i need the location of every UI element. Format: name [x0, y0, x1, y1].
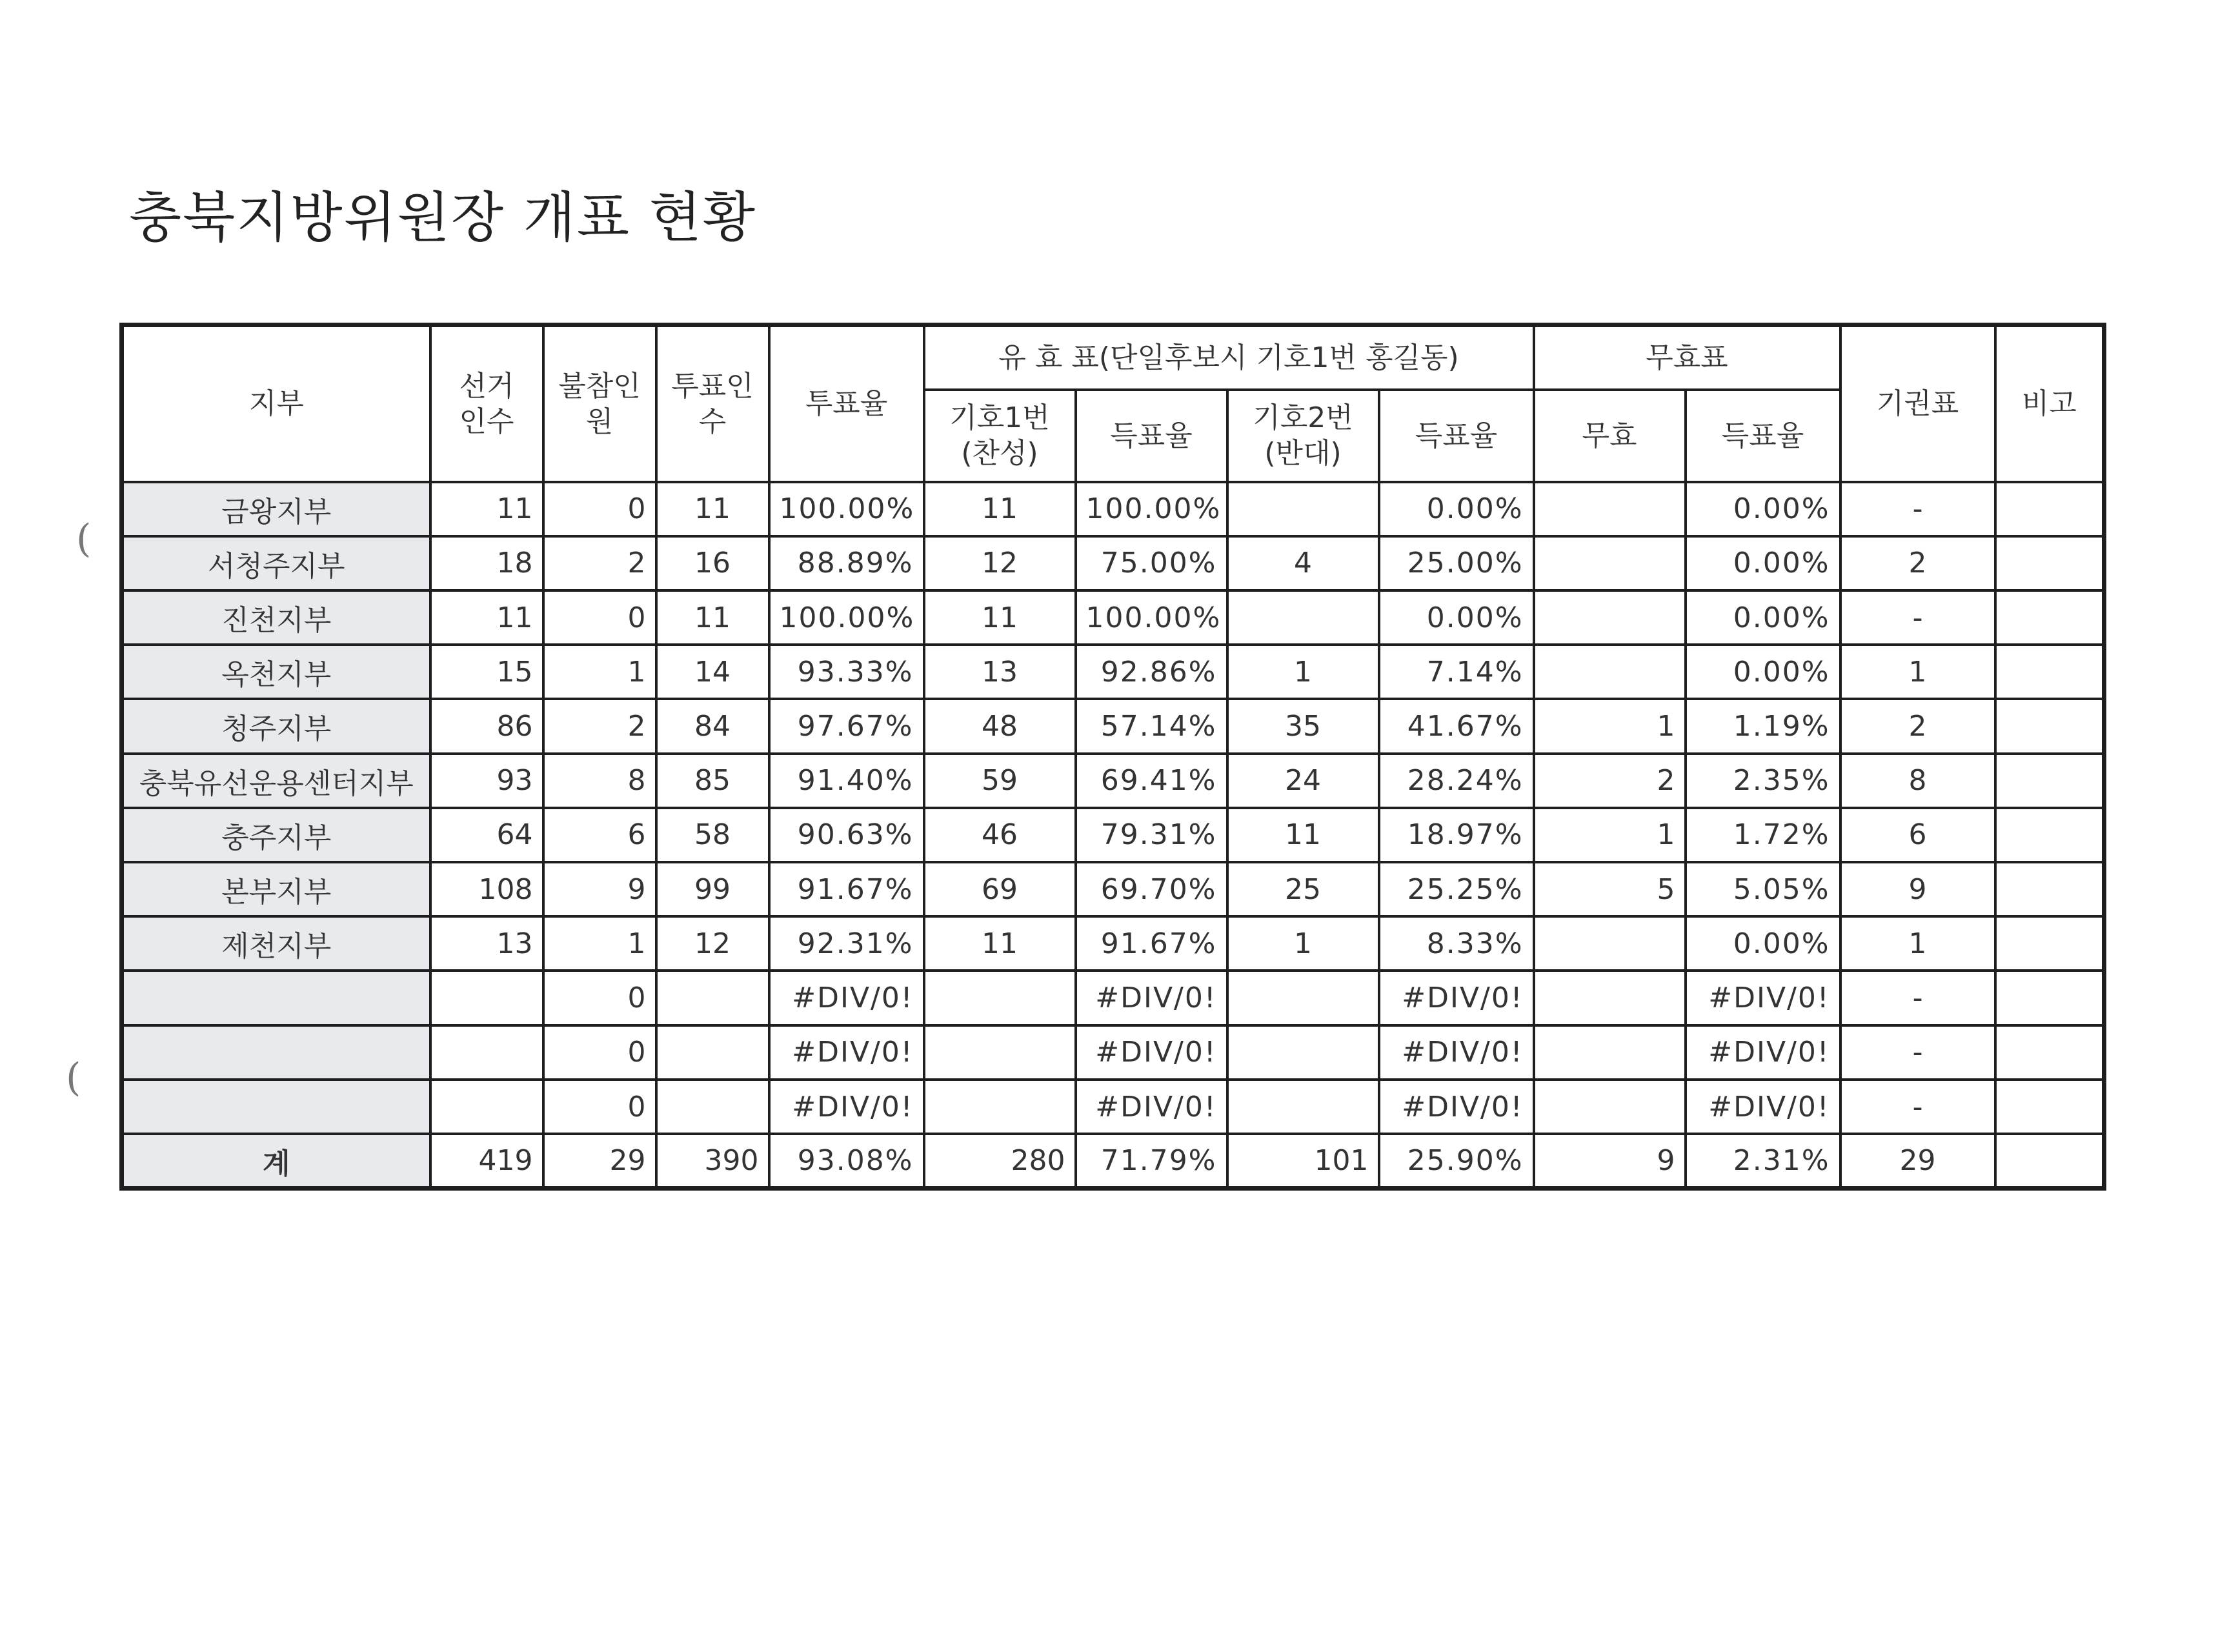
- cell-invalid: [1534, 971, 1686, 1025]
- cell-remarks: [1995, 1080, 2104, 1134]
- cell-absent: 0: [543, 971, 656, 1025]
- cell-invalid: 1: [1534, 808, 1686, 862]
- cell-cand1-rate: 100.00%: [1076, 590, 1227, 645]
- cell-branch: 옥천지부: [122, 645, 430, 699]
- cell-invalid: [1534, 916, 1686, 971]
- cell-abstain: -: [1840, 1025, 1995, 1080]
- cell-voters: 11: [656, 482, 769, 536]
- table-row: [122, 971, 2104, 1025]
- cell-abstain: 8: [1840, 754, 1995, 808]
- cell-invalid-rate: 2.35%: [1686, 754, 1840, 808]
- cell-abstain: 6: [1840, 808, 1995, 862]
- cell-invalid-rate: 0.00%: [1686, 916, 1840, 971]
- cell-abstain: -: [1840, 482, 1995, 536]
- total-cell-cand1: 280: [924, 1134, 1076, 1188]
- cell-voters: 58: [656, 808, 769, 862]
- cell-cand2: 1: [1227, 916, 1379, 971]
- cell-remarks: [1995, 808, 2104, 862]
- cell-turnout: 88.89%: [769, 536, 924, 590]
- cell-invalid: [1534, 536, 1686, 590]
- cell-remarks: [1995, 536, 2104, 590]
- cell-cand1-rate: 69.70%: [1076, 862, 1227, 916]
- cell-electorate: 13: [430, 916, 543, 971]
- cell-cand2: 24: [1227, 754, 1379, 808]
- header-voters: 투표인 수: [656, 325, 769, 482]
- cell-voters: 14: [656, 645, 769, 699]
- cell-cand1-rate: 92.86%: [1076, 645, 1227, 699]
- cell-cand2-rate: 25.25%: [1379, 862, 1534, 916]
- table-row: [122, 590, 2104, 645]
- cell-remarks: [1995, 971, 2104, 1025]
- cell-remarks: [1995, 862, 2104, 916]
- cell-remarks: [1995, 916, 2104, 971]
- cell-branch: [122, 1080, 430, 1134]
- cell-remarks: [1995, 1025, 2104, 1080]
- cell-cand2-rate: #DIV/0!: [1379, 1025, 1534, 1080]
- cell-turnout: 100.00%: [769, 482, 924, 536]
- cell-branch: 금왕지부: [122, 482, 430, 536]
- cell-turnout: #DIV/0!: [769, 1025, 924, 1080]
- cell-absent: 2: [543, 536, 656, 590]
- table-row: [122, 1080, 2104, 1134]
- header-cand2-rate: 득표율: [1379, 390, 1534, 482]
- cell-cand1-rate: 57.14%: [1076, 699, 1227, 753]
- cell-abstain: 9: [1840, 862, 1995, 916]
- header-invalid-rate: 득표율: [1686, 390, 1840, 482]
- table-row: [122, 645, 2104, 699]
- cell-voters: [656, 1025, 769, 1080]
- cell-electorate: 15: [430, 645, 543, 699]
- cell-cand2-rate: 0.00%: [1379, 590, 1534, 645]
- header-cand2: 기호2번 (반대): [1227, 390, 1379, 482]
- cell-cand2: [1227, 482, 1379, 536]
- cell-cand1: 11: [924, 482, 1076, 536]
- cell-abstain: 1: [1840, 916, 1995, 971]
- cell-voters: 12: [656, 916, 769, 971]
- cell-cand1: 46: [924, 808, 1076, 862]
- cell-cand2: 25: [1227, 862, 1379, 916]
- cell-absent: 0: [543, 590, 656, 645]
- cell-cand1-rate: 79.31%: [1076, 808, 1227, 862]
- total-cell-cand1-rate: 71.79%: [1076, 1134, 1227, 1188]
- cell-voters: 11: [656, 590, 769, 645]
- cell-absent: 8: [543, 754, 656, 808]
- cell-absent: 9: [543, 862, 656, 916]
- cell-branch: 제천지부: [122, 916, 430, 971]
- cell-absent: 0: [543, 1080, 656, 1134]
- table-row: [122, 482, 2104, 536]
- cell-invalid: 5: [1534, 862, 1686, 916]
- cell-cand1-rate: #DIV/0!: [1076, 971, 1227, 1025]
- cell-abstain: 2: [1840, 699, 1995, 753]
- cell-remarks: [1995, 699, 2104, 753]
- cell-invalid: [1534, 482, 1686, 536]
- cell-cand2: [1227, 1080, 1379, 1134]
- total-cell-turnout: 93.08%: [769, 1134, 924, 1188]
- cell-branch: [122, 971, 430, 1025]
- cell-absent: 1: [543, 916, 656, 971]
- cell-absent: 0: [543, 1025, 656, 1080]
- total-cell-cand2-rate: 25.90%: [1379, 1134, 1534, 1188]
- cell-electorate: [430, 971, 543, 1025]
- cell-cand2-rate: 28.24%: [1379, 754, 1534, 808]
- cell-cand2-rate: 41.67%: [1379, 699, 1534, 753]
- total-cell-voters: 390: [656, 1134, 769, 1188]
- header-invalid-group: 무효표: [1534, 325, 1840, 390]
- table-row: [122, 862, 2104, 916]
- cell-voters: 99: [656, 862, 769, 916]
- table-row: [122, 916, 2104, 971]
- total-cell-electorate: 419: [430, 1134, 543, 1188]
- cell-electorate: 64: [430, 808, 543, 862]
- cell-voters: 85: [656, 754, 769, 808]
- cell-cand1-rate: #DIV/0!: [1076, 1080, 1227, 1134]
- cell-cand1: [924, 1025, 1076, 1080]
- cell-cand1-rate: 69.41%: [1076, 754, 1227, 808]
- cell-electorate: 93: [430, 754, 543, 808]
- cell-cand2-rate: 0.00%: [1379, 482, 1534, 536]
- cell-branch: 본부지부: [122, 862, 430, 916]
- cell-cand1-rate: #DIV/0!: [1076, 1025, 1227, 1080]
- cell-remarks: [1995, 482, 2104, 536]
- cell-absent: 1: [543, 645, 656, 699]
- cell-abstain: 2: [1840, 536, 1995, 590]
- cell-abstain: 1: [1840, 645, 1995, 699]
- header-branch: 지부: [122, 325, 430, 482]
- header-abstain: 기권표: [1840, 325, 1995, 482]
- cell-cand1-rate: 100.00%: [1076, 482, 1227, 536]
- cell-branch: 충주지부: [122, 808, 430, 862]
- cell-absent: 0: [543, 482, 656, 536]
- cell-electorate: 18: [430, 536, 543, 590]
- cell-electorate: 86: [430, 699, 543, 753]
- cell-cand1: 69: [924, 862, 1076, 916]
- total-cell-abstain: 29: [1840, 1134, 1995, 1188]
- cell-cand1-rate: 91.67%: [1076, 916, 1227, 971]
- cell-cand1: 11: [924, 916, 1076, 971]
- cell-cand2: [1227, 971, 1379, 1025]
- table-row: [122, 536, 2104, 590]
- cell-remarks: [1995, 754, 2104, 808]
- cell-voters: 16: [656, 536, 769, 590]
- cell-invalid-rate: #DIV/0!: [1686, 1025, 1840, 1080]
- table-row: [122, 1025, 2104, 1080]
- cell-voters: [656, 971, 769, 1025]
- cell-turnout: #DIV/0!: [769, 1080, 924, 1134]
- cell-invalid: [1534, 590, 1686, 645]
- cell-turnout: 90.63%: [769, 808, 924, 862]
- total-cell-invalid: 9: [1534, 1134, 1686, 1188]
- table-row: [122, 808, 2104, 862]
- cell-turnout: 92.31%: [769, 916, 924, 971]
- cell-cand2: 35: [1227, 699, 1379, 753]
- cell-invalid: [1534, 1080, 1686, 1134]
- cell-invalid: [1534, 645, 1686, 699]
- table-body: [122, 482, 2104, 1189]
- cell-cand1: 59: [924, 754, 1076, 808]
- cell-cand1: 48: [924, 699, 1076, 753]
- cell-branch: 서청주지부: [122, 536, 430, 590]
- cell-electorate: 108: [430, 862, 543, 916]
- cell-cand1: [924, 1080, 1076, 1134]
- total-cell-absent: 29: [543, 1134, 656, 1188]
- cell-electorate: [430, 1025, 543, 1080]
- scan-mark: (: [76, 516, 92, 561]
- cell-cand2-rate: 18.97%: [1379, 808, 1534, 862]
- cell-cand2-rate: 25.00%: [1379, 536, 1534, 590]
- header-turnout: 투표율: [769, 325, 924, 482]
- cell-invalid-rate: 1.72%: [1686, 808, 1840, 862]
- total-cell-remarks: [1995, 1134, 2104, 1188]
- cell-turnout: 97.67%: [769, 699, 924, 753]
- page-title: 충북지방위원장 개표 현황: [129, 186, 756, 249]
- cell-electorate: [430, 1080, 543, 1134]
- cell-invalid-rate: 1.19%: [1686, 699, 1840, 753]
- cell-turnout: 93.33%: [769, 645, 924, 699]
- cell-voters: 84: [656, 699, 769, 753]
- cell-invalid-rate: #DIV/0!: [1686, 1080, 1840, 1134]
- header-electorate: 선거 인수: [430, 325, 543, 482]
- cell-abstain: -: [1840, 1080, 1995, 1134]
- header-cand1: 기호1번 (찬성): [924, 390, 1076, 482]
- cell-branch: 청주지부: [122, 699, 430, 753]
- cell-remarks: [1995, 645, 2104, 699]
- total-row: [122, 1134, 2104, 1188]
- cell-invalid-rate: 0.00%: [1686, 645, 1840, 699]
- cell-cand1: 13: [924, 645, 1076, 699]
- cell-branch: [122, 1025, 430, 1080]
- cell-electorate: 11: [430, 590, 543, 645]
- cell-electorate: 11: [430, 482, 543, 536]
- cell-turnout: 91.67%: [769, 862, 924, 916]
- cell-invalid: 1: [1534, 699, 1686, 753]
- header-remarks: 비고: [1995, 325, 2104, 482]
- cell-cand2-rate: 7.14%: [1379, 645, 1534, 699]
- results-table: [119, 323, 2106, 1191]
- cell-cand2: 4: [1227, 536, 1379, 590]
- table-row: [122, 699, 2104, 753]
- cell-cand2-rate: #DIV/0!: [1379, 1080, 1534, 1134]
- cell-cand1: 12: [924, 536, 1076, 590]
- cell-cand2-rate: #DIV/0!: [1379, 971, 1534, 1025]
- cell-cand2: [1227, 590, 1379, 645]
- cell-invalid-rate: #DIV/0!: [1686, 971, 1840, 1025]
- cell-cand1-rate: 75.00%: [1076, 536, 1227, 590]
- cell-cand2: 1: [1227, 645, 1379, 699]
- cell-absent: 2: [543, 699, 656, 753]
- header-cand1-rate: 득표율: [1076, 390, 1227, 482]
- cell-cand1: 11: [924, 590, 1076, 645]
- cell-cand2: 11: [1227, 808, 1379, 862]
- cell-invalid-rate: 0.00%: [1686, 482, 1840, 536]
- cell-abstain: -: [1840, 971, 1995, 1025]
- cell-cand2: [1227, 1025, 1379, 1080]
- total-cell-cand2: 101: [1227, 1134, 1379, 1188]
- cell-absent: 6: [543, 808, 656, 862]
- header-absent: 불참인 원: [543, 325, 656, 482]
- cell-turnout: 100.00%: [769, 590, 924, 645]
- cell-invalid: [1534, 1025, 1686, 1080]
- cell-invalid: 2: [1534, 754, 1686, 808]
- header-invalid: 무효: [1534, 390, 1686, 482]
- cell-abstain: -: [1840, 590, 1995, 645]
- cell-branch: 충북유선운용센터지부: [122, 754, 430, 808]
- cell-invalid-rate: 0.00%: [1686, 590, 1840, 645]
- cell-turnout: #DIV/0!: [769, 971, 924, 1025]
- cell-cand1: [924, 971, 1076, 1025]
- scan-mark: (: [66, 1055, 81, 1100]
- cell-invalid-rate: 0.00%: [1686, 536, 1840, 590]
- cell-branch: 진천지부: [122, 590, 430, 645]
- cell-cand2-rate: 8.33%: [1379, 916, 1534, 971]
- cell-turnout: 91.40%: [769, 754, 924, 808]
- header-valid-group: 유 효 표(단일후보시 기호1번 홍길동): [924, 325, 1534, 390]
- cell-remarks: [1995, 590, 2104, 645]
- total-cell-branch: 계: [122, 1134, 430, 1188]
- total-cell-invalid-rate: 2.31%: [1686, 1134, 1840, 1188]
- cell-voters: [656, 1080, 769, 1134]
- table-row: [122, 754, 2104, 808]
- cell-invalid-rate: 5.05%: [1686, 862, 1840, 916]
